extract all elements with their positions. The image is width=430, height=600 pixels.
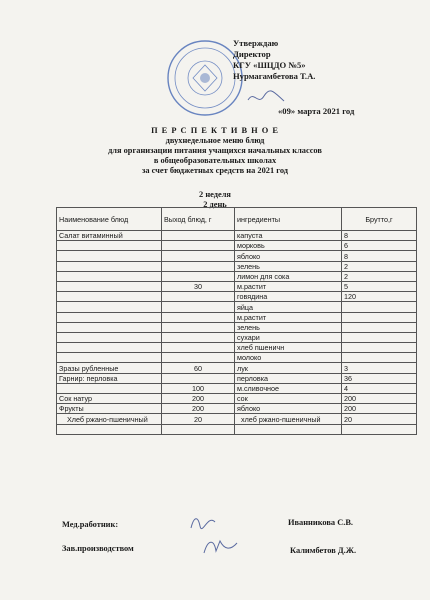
med-worker-signature-icon	[188, 512, 218, 532]
approval-line-2: Директор	[233, 49, 271, 59]
yield-cell: 60	[162, 363, 235, 373]
ingredient-cell: лимон для сока	[235, 271, 342, 281]
ingredient-cell: яйца	[235, 302, 342, 312]
ingredient-cell: м.растит	[235, 312, 342, 322]
yield-cell: 30	[162, 281, 235, 291]
doc-title: П Е Р С П Е К Т И В Н О Е	[151, 126, 279, 135]
yield-cell: 200	[162, 394, 235, 404]
gross-cell: 3	[342, 363, 417, 373]
gross-cell: 4	[342, 383, 417, 393]
yield-cell	[162, 322, 235, 332]
dish-cell	[57, 271, 162, 281]
gross-cell: 200	[342, 394, 417, 404]
dish-cell	[57, 312, 162, 322]
ingredient-cell: сухари	[235, 332, 342, 342]
table-row	[57, 332, 417, 342]
yield-cell	[162, 292, 235, 302]
table-row	[57, 231, 417, 241]
ingredient-cell: зелень	[235, 261, 342, 271]
yield-cell	[162, 312, 235, 322]
table-row	[57, 271, 417, 281]
gross-cell: 20	[342, 414, 417, 424]
gross-cell: 36	[342, 373, 417, 383]
ingredient-cell: капуста	[235, 231, 342, 241]
ingredient-cell: говядина	[235, 292, 342, 302]
gross-cell: 8	[342, 231, 417, 241]
yield-cell	[162, 261, 235, 271]
ingredient-cell: яблоко	[235, 251, 342, 261]
ingredient-cell: морковь	[235, 241, 342, 251]
dish-cell	[57, 281, 162, 291]
gross-cell	[342, 312, 417, 322]
ingredient-cell: молоко	[235, 353, 342, 363]
gross-cell: 8	[342, 251, 417, 261]
gross-cell	[342, 343, 417, 353]
gross-cell: 5	[342, 281, 417, 291]
day-label: 2 день	[203, 200, 227, 209]
yield-cell: 20	[162, 414, 235, 424]
ingredient-cell: м.растит	[235, 281, 342, 291]
ingredient-cell: зелень	[235, 322, 342, 332]
doc-subtitle-3: в общеобразовательных школах	[153, 156, 277, 165]
menu-table	[56, 207, 417, 435]
gross-cell	[342, 302, 417, 312]
table-row	[57, 394, 417, 404]
dish-cell	[57, 343, 162, 353]
doc-subtitle-1: двухнедельное меню блюд	[165, 136, 265, 145]
table-row	[57, 251, 417, 261]
dish-cell	[57, 353, 162, 363]
table-row	[57, 363, 417, 373]
approval-line-3: КГУ «ШЦДО №5»	[233, 60, 306, 70]
gross-cell	[342, 322, 417, 332]
header-gross: Брутто,г	[342, 208, 417, 231]
yield-cell: 100	[162, 383, 235, 393]
table-row	[57, 322, 417, 332]
ingredient-cell: сок	[235, 394, 342, 404]
table-row	[57, 292, 417, 302]
production-head-name: Калимбетов Д.Ж.	[290, 546, 357, 555]
yield-cell	[162, 373, 235, 383]
table-row	[57, 281, 417, 291]
production-head-signature-icon	[200, 535, 240, 557]
table-header-row	[57, 208, 417, 231]
med-worker-name: Иванникова С.В.	[288, 518, 354, 527]
gross-cell: 120	[342, 292, 417, 302]
header-yield: Выход блюд, г	[162, 208, 235, 231]
table-row	[57, 302, 417, 312]
yield-cell: 200	[162, 404, 235, 414]
ingredient-cell: м.сливочное	[235, 383, 342, 393]
table-row	[57, 373, 417, 383]
ingredient-cell: лук	[235, 363, 342, 373]
table-row	[57, 404, 417, 414]
yield-cell	[162, 332, 235, 342]
dish-cell: Зразы рубленные	[57, 363, 162, 373]
med-worker-label: Мед.работник:	[62, 520, 119, 529]
dish-cell: Салат витаминный	[57, 231, 162, 241]
approval-line-4: Нурмагамбетова Т.А.	[233, 71, 316, 81]
dish-cell	[57, 261, 162, 271]
table-row	[57, 383, 417, 393]
yield-cell	[162, 353, 235, 363]
approval-line-1: Утверждаю	[233, 38, 279, 48]
yield-cell	[162, 343, 235, 353]
header-ingredients: ингредиенты	[235, 208, 342, 231]
dish-cell: Гарнир: перловка	[57, 373, 162, 383]
gross-cell: 200	[342, 404, 417, 414]
ingredient-cell: перловка	[235, 373, 342, 383]
yield-cell	[162, 231, 235, 241]
table-row	[57, 312, 417, 322]
dish-cell	[57, 383, 162, 393]
dish-cell: Сок натур	[57, 394, 162, 404]
dish-cell	[57, 332, 162, 342]
ingredient-cell: хлеб пшеничн	[235, 343, 342, 353]
dish-cell	[57, 292, 162, 302]
doc-subtitle-2: для организации питания учащихся начальных классов	[108, 146, 322, 155]
table-row	[57, 343, 417, 353]
header-dish: Наименование блюд	[57, 208, 162, 231]
dish-cell: Фрукты	[57, 404, 162, 414]
gross-cell: 2	[342, 261, 417, 271]
table-row	[57, 353, 417, 363]
dish-cell	[57, 241, 162, 251]
production-head-label: Зав.производством	[62, 544, 134, 553]
dish-cell: Хлеб ржано-пшеничный	[57, 414, 162, 424]
table-row	[57, 414, 417, 424]
ingredient-cell: яблоко	[235, 404, 342, 414]
gross-cell	[342, 332, 417, 342]
table-row	[57, 241, 417, 251]
gross-cell: 6	[342, 241, 417, 251]
gross-cell	[342, 353, 417, 363]
approval-block	[233, 38, 354, 117]
table-row-empty	[57, 424, 417, 434]
doc-subtitle-4: за счет бюджетных средств на 2021 год	[141, 166, 289, 175]
approval-date: «09» марта 2021 год	[278, 106, 355, 116]
yield-cell	[162, 302, 235, 312]
dish-cell	[57, 322, 162, 332]
yield-cell	[162, 271, 235, 281]
dish-cell	[57, 251, 162, 261]
yield-cell	[162, 251, 235, 261]
week-label: 2 неделя	[199, 190, 231, 199]
table-row	[57, 261, 417, 271]
gross-cell: 2	[342, 271, 417, 281]
yield-cell	[162, 241, 235, 251]
ingredient-cell: хлеб ржано-пшеничный	[235, 414, 342, 424]
dish-cell	[57, 302, 162, 312]
